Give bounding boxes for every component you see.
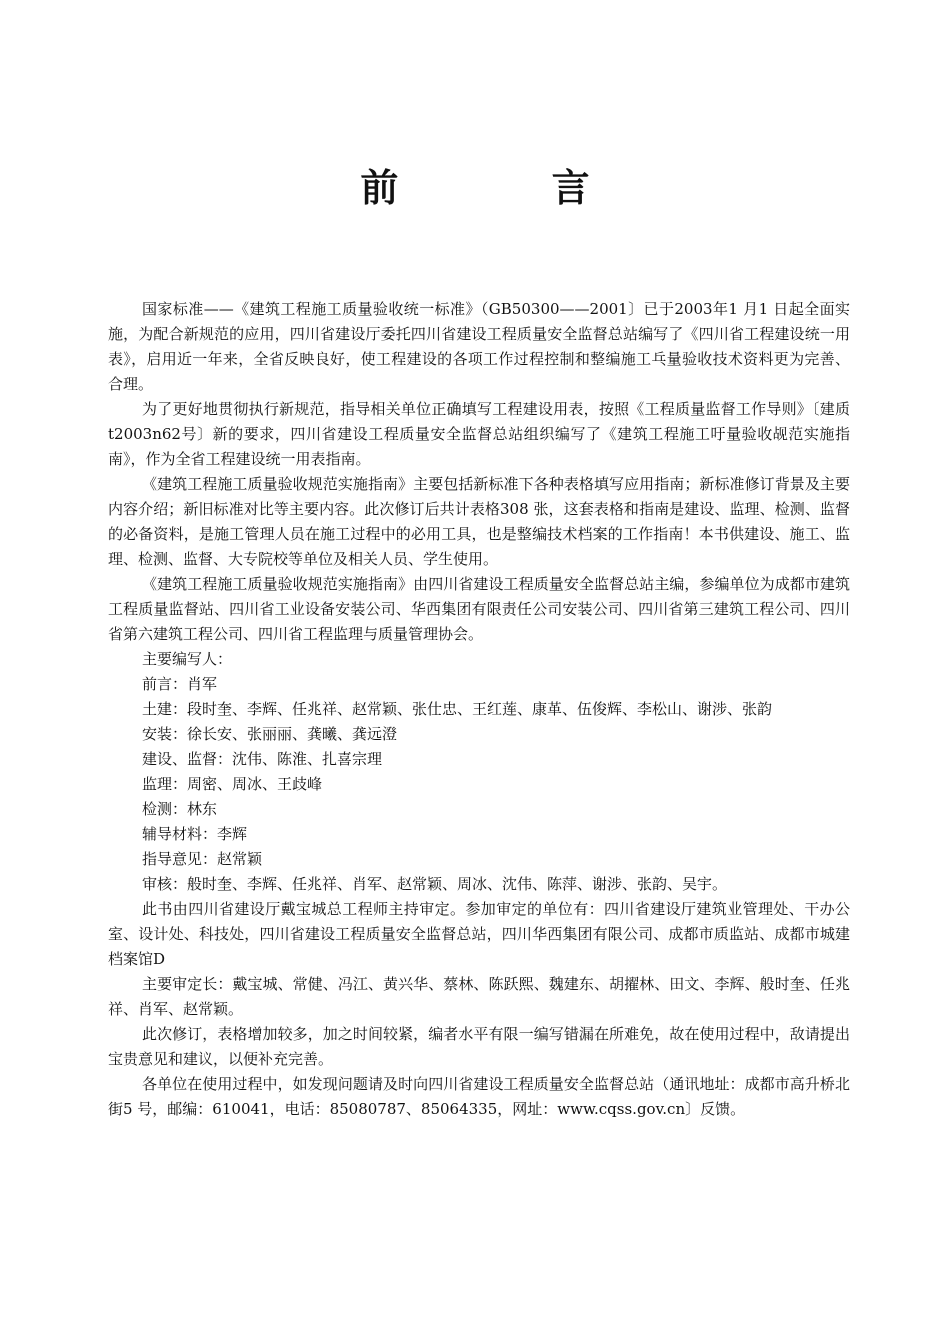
- paragraph-revision-note: 此次修订，表格增加较多，加之时间较紧，编者水平有限一编写错漏在所难免，故在使用过程中，敌请提出宝贵意见和建议，以便补充完善。: [108, 1025, 850, 1068]
- paragraph-approval: 此书由四川省建设厅戴宝城总工程师主持审定。参加审定的单位有：四川省建设厅建筑业管理处、干办公室、设计处、科技处，四川省建设工程质量安全监督总站，四川华西集团有限公司、成都市质监站、成都市城建档案馆D: [108, 900, 850, 968]
- paragraph-main-authors-heading: 主要编写人：: [142, 650, 233, 668]
- paragraph-editors-units: 《建筑工程施工质量验收规范实施指南》由四川省建设工程质量安全监督总站主编，参编单位为成都市建筑工程质量监督站、四川省工业设备安装公司、华西集团有限责任公司安装公司、四川省第三建筑工程公司、四川省第六建筑工程公司、四川省工程监理与质量管理协会。: [108, 575, 850, 643]
- paragraph-author-preface: 前言：肖军: [142, 675, 218, 693]
- paragraph-author-testing: 检测：林东: [142, 800, 218, 818]
- paragraph-guide-purpose: 为了更好地贯彻执行新规范，指导相关单位正确填写工程建设用表，按照《工程质量监督工作导则》〔建质t2003n62号〕新的要求，四川省建设工程质量安全监督总站组织编写了《建筑工程施工吁量验收觇范实施指南》，作为全省工程建设统一用表指南。: [108, 400, 850, 468]
- page-title: 前 言: [360, 165, 660, 210]
- paragraph-chief-reviewers: 主要审定长：戴宝城、常健、冯江、黄兴华、蔡林、陈跃熙、魏建东、胡擢林、田文、李辉、般时奎、任兆祥、肖军、赵常颖。: [108, 975, 850, 1018]
- paragraph-feedback-contact: 各单位在使用过程中，如发现问题请及时向四川省建设工程质量安全监督总站（通讯地址：成都市高升桥北街5 号，邮编：610041，电话：85080787、85064335，网址：www.cqss.gov.cn〕反馈。: [108, 1075, 850, 1118]
- paragraph-author-supervision: 监理：周密、周冰、王歧峰: [142, 775, 323, 793]
- paragraph-reviewers: 审核：般时奎、李辉、任兆祥、肖军、赵常颖、周冰、沈伟、陈萍、谢涉、张韵、吴宇。: [142, 875, 728, 893]
- paragraph-author-guidance: 指导意见：赵常颖: [142, 850, 263, 868]
- paragraph-author-installation: 安装：徐长安、张丽丽、龚曦、龚远澄: [142, 725, 398, 743]
- paragraph-guide-contents: 《建筑工程施工质量验收规范实施指南》主要包括新标准下各种表格填写应用指南；新标准修订背景及主要内容介绍；新旧标准对比等主要内容。此次修订后共计表格308 张，这套表格和指南是建设、监理、检测、监督的必备资料，是施工管理人员在施工过程中的必用工具，也是整编技术档案的工作指南！本书供建设、施工、监理、检测、监督、大专院校等单位及相关人员、学生使用。: [108, 475, 850, 568]
- paragraph-author-civil: 土建：段时奎、李辉、任兆祥、赵常颖、张仕忠、王红莲、康革、伍俊辉、李松山、谢涉、张韵: [142, 700, 773, 718]
- paragraph-author-construction-supervision: 建设、监督：沈伟、陈淮、扎喜宗理: [142, 750, 383, 768]
- paragraph-standard-intro: 国家标准——《建筑工程施工质量验收统一标准》（GB50300——2001〕已于2003年1 月1 日起全面实施，为配合新规范的应用，四川省建设厅委托四川省建设工程质量安全监督总站编写了《四川省工程建设统一用表》，启用近一年来，全省反映良好，使工程建设的各项工作过程控制和整编施工乓量验收技术资料更为完善、合理。: [108, 300, 850, 393]
- preface-body: [108, 297, 850, 1122]
- paragraph-author-materials: 辅导材料：李辉: [142, 825, 248, 843]
